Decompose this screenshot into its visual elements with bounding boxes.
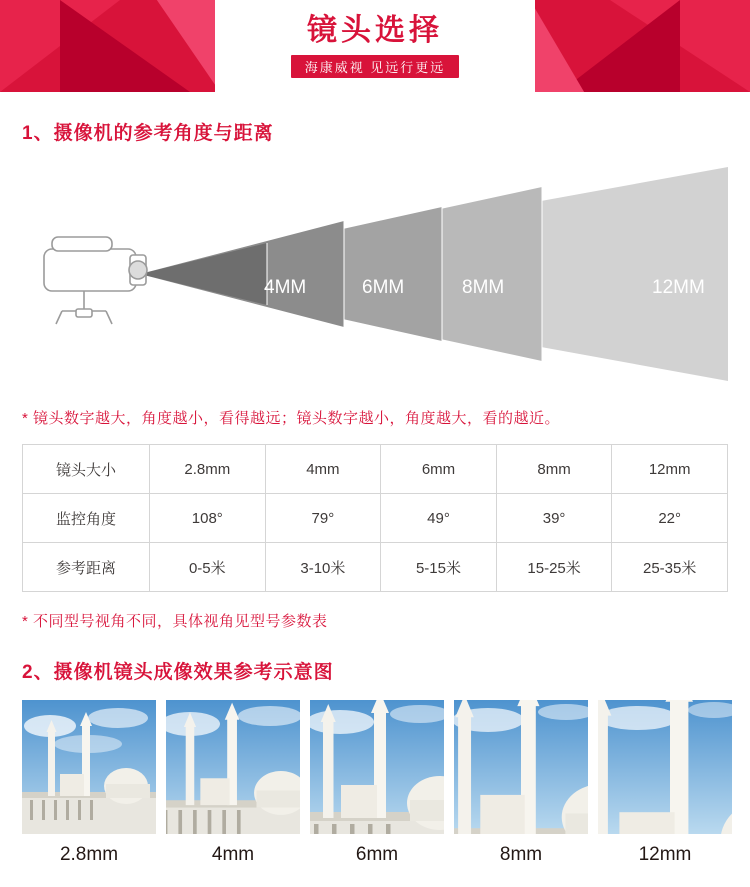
beam-label-4mm: 4MM [264, 277, 307, 298]
sample-photo-6mm [310, 700, 444, 834]
cell-angle-0: 108° [150, 494, 266, 543]
cell-lens-size-3: 8mm [496, 445, 612, 494]
cell-angle-3: 39° [496, 494, 612, 543]
photo-cell-8mm [454, 700, 588, 866]
cell-distance-1: 3-10米 [265, 543, 381, 592]
cell-distance-3: 15-25米 [496, 543, 612, 592]
section-heading-1: 1、摄像机的参考角度与距离 [22, 123, 274, 144]
photo-label-8mm: 8mm [499, 844, 543, 865]
banner-center-panel [215, 0, 535, 92]
photo-cell-6mm [310, 700, 444, 866]
photo-cell-12mm [598, 700, 732, 866]
cell-distance-4: 25-35米 [612, 543, 728, 592]
sample-photo-12mm [598, 700, 732, 834]
banner-shape-right-3 [530, 0, 590, 92]
beam-label-6mm: 6MM [362, 277, 405, 298]
lens-spec-table [22, 444, 728, 592]
cell-angle-2: 49° [381, 494, 497, 543]
photo-label-6mm: 6mm [355, 844, 399, 865]
beam-label-8mm: 8MM [462, 277, 505, 298]
beam-label-12mm: 12MM [652, 277, 705, 298]
cell-lens-size-4: 12mm [612, 445, 728, 494]
photo-cell-2-8mm [22, 700, 156, 866]
page-banner [0, 0, 750, 92]
note-model-angle: * 不同型号视角不同，具体视角见型号参数表 [22, 613, 328, 630]
banner-subtitle: 海康威视 见远行更远 [291, 55, 460, 78]
row-header-lens-size: 镜头大小 [23, 445, 150, 494]
sample-photo-2-8mm [22, 700, 156, 834]
sample-photo-4mm [166, 700, 300, 834]
row-header-distance: 参考距离 [23, 543, 150, 592]
sample-photo-row [22, 700, 728, 866]
cell-distance-0: 0-5米 [150, 543, 266, 592]
cell-lens-size-1: 4mm [265, 445, 381, 494]
photo-cell-4mm [166, 700, 300, 866]
beam-distance-diagram [22, 159, 728, 389]
photo-label-12mm: 12mm [638, 844, 692, 865]
table-row [23, 543, 728, 592]
table-row [23, 494, 728, 543]
section-heading-2: 2、摄像机镜头成像效果参考示意图 [22, 662, 334, 683]
photo-label-4mm: 4mm [211, 844, 255, 865]
beam-diagram-svg [22, 159, 728, 389]
banner-title: 镜头选择 [307, 14, 443, 47]
cell-lens-size-2: 6mm [381, 445, 497, 494]
cell-lens-size-0: 2.8mm [150, 445, 266, 494]
sample-photo-8mm [454, 700, 588, 834]
cell-angle-1: 79° [265, 494, 381, 543]
page-content [0, 118, 750, 866]
cell-distance-2: 5-15米 [381, 543, 497, 592]
row-header-angle: 监控角度 [23, 494, 150, 543]
photo-label-2-8mm: 2.8mm [59, 844, 119, 865]
banner-shape-left-3 [150, 0, 220, 92]
note-lens-size: * 镜头数字越大，角度越小，看得越远；镜头数字越小，角度越大，看的越近。 [22, 410, 561, 427]
table-row [23, 445, 728, 494]
cell-angle-4: 22° [612, 494, 728, 543]
